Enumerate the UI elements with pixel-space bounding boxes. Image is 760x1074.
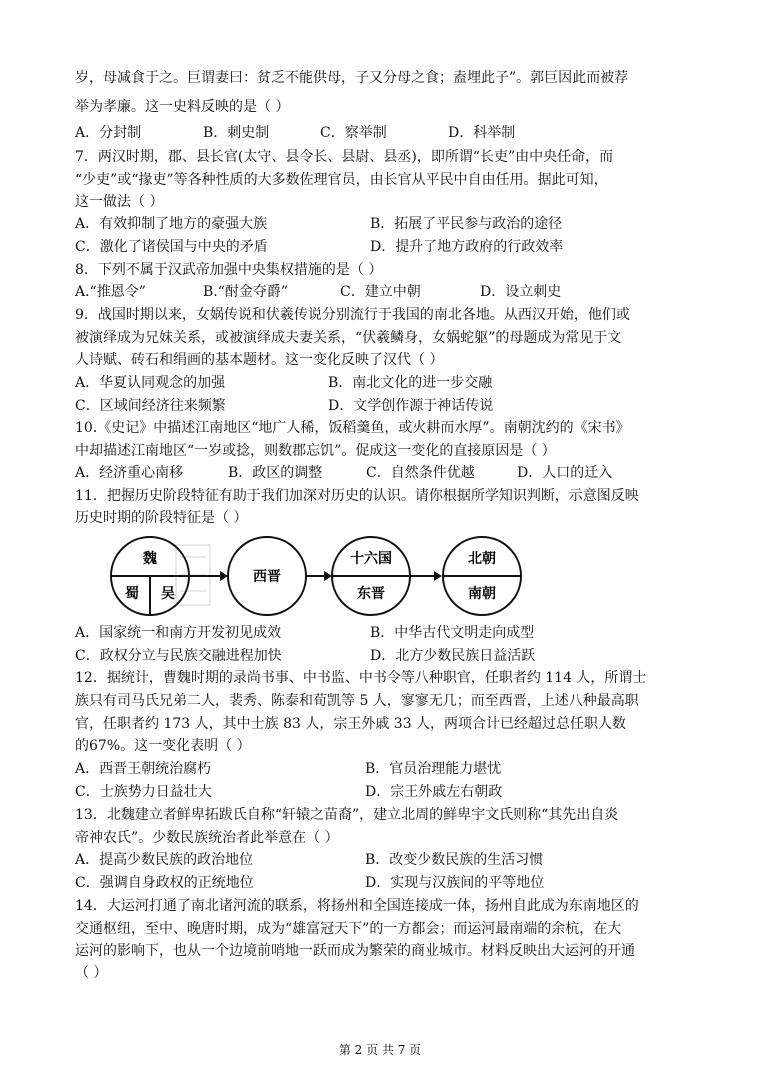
circle-three-kingdoms bbox=[111, 537, 189, 615]
q12-text-line-4: 的67%。这一变化表明（ ） bbox=[75, 738, 251, 754]
q9-text-line-2: 被演绎成为兄妹关系，或被演绎成夫妻关系，“伏羲鳞身，女娲蛇躯”的母题成为常见于文 bbox=[75, 330, 622, 346]
q7-text-line-1: 7．两汉时期，郡、县长官(太守、县令长、县尉、县丞)，即所谓“长吏”由中央任命，而 bbox=[75, 149, 614, 165]
q14-text-line-4: （ ） bbox=[75, 965, 108, 981]
q7-option-b: B．拓展了平民参与政治的途径 bbox=[370, 216, 563, 232]
q13-text-line-2: 帝神农氏”。少数民族统治者此举意在（ ） bbox=[75, 830, 339, 846]
q6-option-b: B．刺史制 bbox=[203, 125, 270, 141]
q7-option-d: D．提升了地方政府的行政效率 bbox=[370, 239, 564, 255]
q7-option-c: C．激化了诸侯国与中央的矛盾 bbox=[75, 239, 268, 255]
arrow-icon bbox=[220, 571, 228, 581]
page-footer: 第 2 页 共 7 页 bbox=[338, 1043, 422, 1057]
circle-sixteen-kingdoms-eastern-jin bbox=[332, 537, 410, 615]
q6-option-c: C．察举制 bbox=[320, 125, 387, 141]
q11-option-a: A．国家统一和南方开发初见成效 bbox=[75, 625, 282, 641]
label-wu: 吴 bbox=[161, 586, 175, 602]
q10-text-line-2: 中却描述江南地区“一岁或捻，则数郡忘饥”。促成这一变化的直接原因是（ ） bbox=[75, 443, 556, 459]
q13-text-line-1: 13．北魏建立者鲜卑拓跋氏自称“轩辕之苗裔”，建立北周的鲜卑宇文氏则称“其先出自炎 bbox=[75, 807, 619, 823]
q7-text-line-2: “少吏”或“掾吏”等各种性质的大多数佐理官员，由长官从平民中自由任用。据此可知， bbox=[75, 172, 608, 188]
q9-option-b: B．南北文化的进一步交融 bbox=[328, 375, 493, 391]
q11-option-b: B．中华古代文明走向成型 bbox=[370, 625, 535, 641]
q12-text-line-3: 官，任职者约 173 人，其中士族 83 人，宗王外戚 33 人，两项合计已经超过总任职人数 bbox=[75, 716, 627, 732]
q12-option-d: D．宗王外戚左右朝政 bbox=[365, 784, 503, 800]
q14-text-line-1: 14．大运河打通了南北诸河流的联系，将扬州和全国连接成一体，扬州自此成为东南地区的 bbox=[75, 898, 639, 914]
q6-text-line-1: 岁，母减食于之。巨谓妻曰：贫乏不能供母，子又分母之食；盍埋此子”。郭巨因此而被荐 bbox=[75, 70, 629, 86]
q9-text-line-1: 9．战国时期以来，女娲传说和伏羲传说分别流行于我国的南北各地。从西汉开始，他们或 bbox=[75, 307, 630, 323]
q11-text-line-1: 11．把握历史阶段特征有助于我们加深对历史的认识。请你根据所学知识判断，示意图反映 bbox=[75, 488, 639, 504]
q14-text-line-3: 运河的影响下，也从一个边境前哨地一跃而成为繁荣的商业城市。材料反映出大运河的开通 bbox=[75, 943, 635, 959]
q10-text-line-1: 10.《史记》中描述江南地区“地广人稀，饭稻羹鱼，或火耕而水厚”。南朝沈约的《宋书》 bbox=[75, 420, 630, 436]
q14-text-line-2: 交通枢纽，至中、晚唐时期，成为“雄富冠天下”的一方都会；而运河最南端的余杭，在大 bbox=[75, 921, 622, 937]
q7-text-line-3: 这一做法（ ） bbox=[75, 194, 164, 210]
label-nanchao: 南朝 bbox=[468, 586, 496, 602]
q9-text-line-3: 人诗赋、砖石和绢画的基本题材。这一变化反映了汉代（ ） bbox=[75, 352, 444, 368]
label-sixteen-kingdoms: 十六国 bbox=[350, 551, 392, 567]
q8-option-d: D．设立刺史 bbox=[480, 284, 562, 300]
q6-option-d: D．科举制 bbox=[448, 125, 516, 141]
label-shu: 蜀 bbox=[125, 586, 139, 602]
q13-option-b: B．改变少数民族的生活习惯 bbox=[365, 852, 544, 868]
label-dongjin: 东晋 bbox=[357, 586, 385, 602]
q9-option-d: D．文学创作源于神话传说 bbox=[328, 398, 494, 414]
label-beichao: 北朝 bbox=[468, 551, 496, 567]
q11-option-d: D．北方少数民族日益活跃 bbox=[370, 648, 536, 664]
q9-option-a: A．华夏认同观念的加强 bbox=[75, 375, 226, 391]
historical-periods-diagram bbox=[110, 533, 530, 619]
circle-western-jin bbox=[228, 537, 306, 615]
q9-option-c: C．区域间经济往来频繁 bbox=[75, 398, 226, 414]
q12-option-c: C．士族势力日益壮大 bbox=[75, 784, 212, 800]
arrow-icon bbox=[434, 571, 442, 581]
q12-text-line-2: 族只有司马氏兄弟二人，裴秀、陈泰和荀凯等 5 人，寥寥无几；而至西晋，上述八种最高职 bbox=[75, 693, 639, 709]
q11-option-c: C．政权分立与民族交融进程加快 bbox=[75, 648, 282, 664]
q10-option-b: B．政区的调整 bbox=[228, 465, 323, 481]
q10-option-d: D．人口的迁入 bbox=[517, 465, 613, 481]
q12-text-line-1: 12．据统计，曹魏时期的录尚书事、中书监、中书令等八种职官，任职者约 114 人，所谓士 bbox=[75, 670, 647, 686]
q12-option-b: B．官员治理能力堪忧 bbox=[365, 761, 502, 777]
q6-option-a: A．分封制 bbox=[75, 125, 142, 141]
label-wei: 魏 bbox=[143, 551, 157, 567]
q11-text-line-2: 历史时期的阶段特征是（ ） bbox=[75, 510, 248, 526]
q8-option-a: A.“推恩令” bbox=[75, 284, 146, 300]
q13-option-a: A．提高少数民族的政治地位 bbox=[75, 852, 254, 868]
arrow-icon bbox=[324, 571, 332, 581]
q8-text: 8．下列不属于汉武帝加强中央集权措施的是（ ） bbox=[75, 262, 383, 278]
q12-option-a: A．西晋王朝统治腐朽 bbox=[75, 761, 212, 777]
q13-option-d: D．实现与汉族间的平等地位 bbox=[365, 875, 545, 891]
label-xijin: 西晋 bbox=[253, 569, 281, 585]
q13-option-c: C．强调自身政权的正统地位 bbox=[75, 875, 254, 891]
q8-option-c: C．建立中朝 bbox=[340, 284, 421, 300]
q7-option-a: A．有效抑制了地方的豪强大族 bbox=[75, 216, 268, 232]
q8-option-b: B.“酎金夺爵” bbox=[203, 284, 289, 300]
q10-option-c: C．自然条件优越 bbox=[366, 465, 475, 481]
q6-text-line-2: 举为孝廉。这一史料反映的是（ ） bbox=[75, 99, 290, 115]
circle-northern-southern-dynasties bbox=[443, 537, 521, 615]
q10-option-a: A．经济重心南移 bbox=[75, 465, 184, 481]
